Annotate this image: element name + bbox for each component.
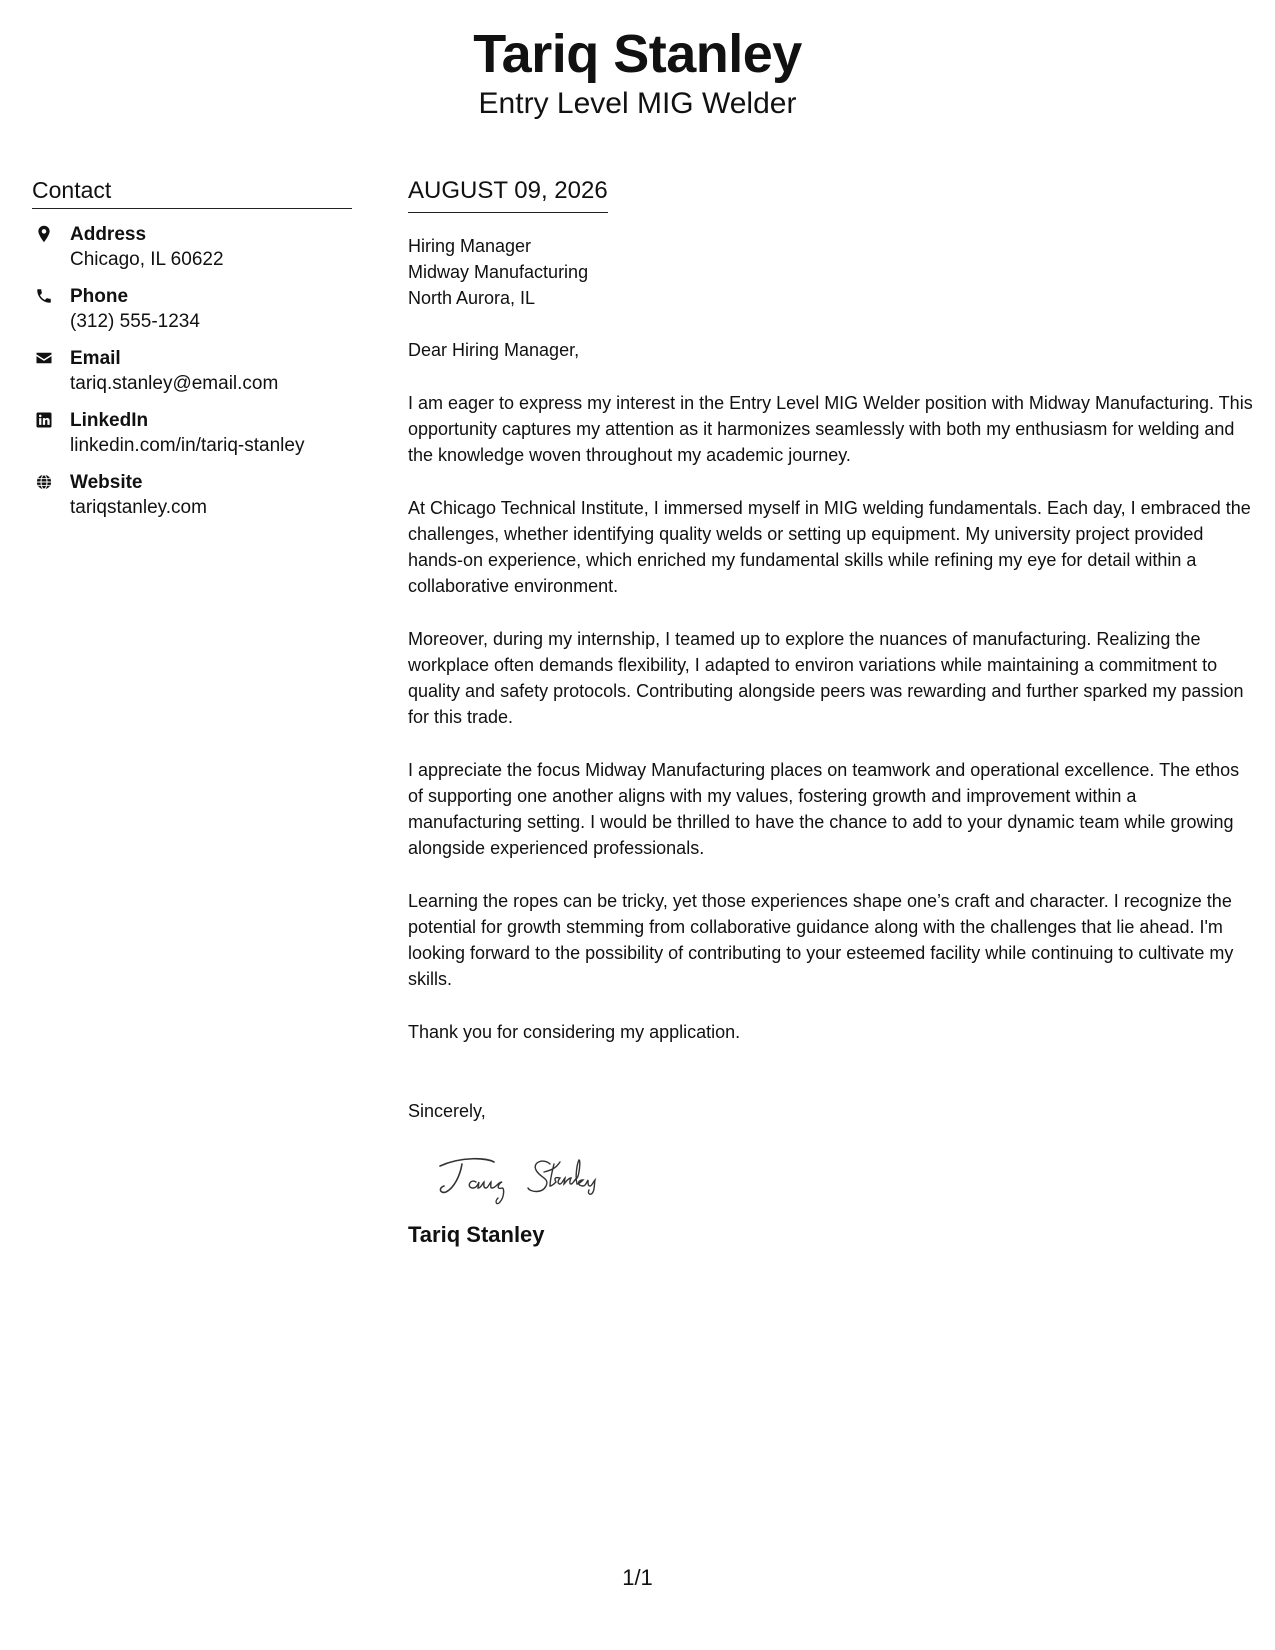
body-paragraph: I appreciate the focus Midway Manufacturing places on teamwork and operational excellence. The ethos of supporting one another aligns with my values, fostering growth and improvement within a manufacturing setting. I would be thrilled to have the chance to add to your dynamic team while growing alongside experienced professionals. (408, 760, 1240, 858)
contact-value: (312) 555-1234 (70, 311, 200, 332)
letter-body (408, 176, 1253, 1249)
body-paragraph: Learning the ropes can be tricky, yet those experiences shape one’s craft and character. I recognize the potential for growth stemming from collaborative guidance along with the challenges that lie ahead. I'm looking forward to the possibility of contributing to your esteemed facility while continuing to cultivate my skills. (408, 891, 1234, 989)
signed-name: Tariq Stanley (408, 1222, 545, 1247)
contact-heading: Contact (32, 176, 352, 209)
phone-icon (35, 287, 53, 305)
body-paragraph: At Chicago Technical Institute, I immersed myself in MIG welding fundamentals. Each day, I embraced the challenges, whether identifying quality welds or setting up equipment. My university project provided hands-on experience, which enriched my fundamental skills while refining my eye for detail within a collaborative environment. (408, 498, 1251, 596)
recipient-location: North Aurora, IL (408, 288, 536, 308)
recipient-block (408, 233, 1253, 311)
salutation: Dear Hiring Manager, (408, 340, 580, 360)
body-paragraph: Thank you for considering my application. (408, 1022, 741, 1042)
linkedin-icon (35, 411, 53, 429)
contact-label: Phone (70, 286, 129, 307)
contact-phone (32, 284, 352, 334)
contact-website (32, 470, 352, 520)
contact-label: Email (70, 348, 121, 369)
body-paragraph: Moreover, during my internship, I teamed up to explore the nuances of manufacturing. Realizing the workplace often demands flexibility, I adapted to environ variations while maintaining a commitment to quality and safety protocols. Contributing alongside peers was rewarding and further sparked my passion for this trade. (408, 629, 1244, 727)
body-paragraph: I am eager to express my interest in the Entry Level MIG Welder position with Midway Manufacturing. This opportunity captures my attention as it harmonizes seamlessly with both my enthusiasm for welding and the knowledge woven throughout my academic journey. (408, 393, 1253, 465)
date-block (408, 176, 608, 213)
contact-sidebar (32, 176, 352, 520)
contact-value: tariqstanley.com (70, 497, 207, 518)
recipient-name: Hiring Manager (408, 236, 532, 256)
contact-email (32, 346, 352, 396)
map-pin-icon (35, 225, 53, 243)
contact-value: Chicago, IL 60622 (70, 249, 224, 270)
contact-label: Website (70, 472, 143, 493)
page-number: 1/1 (622, 1565, 653, 1590)
letter-date: AUGUST 09, 2026 (408, 177, 608, 204)
globe-icon (35, 473, 53, 491)
envelope-icon (35, 349, 53, 367)
job-title: Entry Level MIG Welder (478, 87, 797, 120)
contact-address (32, 222, 352, 272)
recipient-company: Midway Manufacturing (408, 262, 589, 282)
contact-label: LinkedIn (70, 410, 149, 431)
contact-value: tariq.stanley@email.com (70, 373, 279, 394)
closing: Sincerely, (408, 1101, 486, 1121)
contact-linkedin (32, 408, 352, 458)
contact-value: linkedin.com/in/tariq-stanley (70, 435, 305, 456)
resume-header (0, 22, 1275, 122)
contact-label: Address (70, 224, 147, 245)
applicant-name: Tariq Stanley (473, 24, 802, 84)
handwritten-signature (432, 1146, 662, 1206)
